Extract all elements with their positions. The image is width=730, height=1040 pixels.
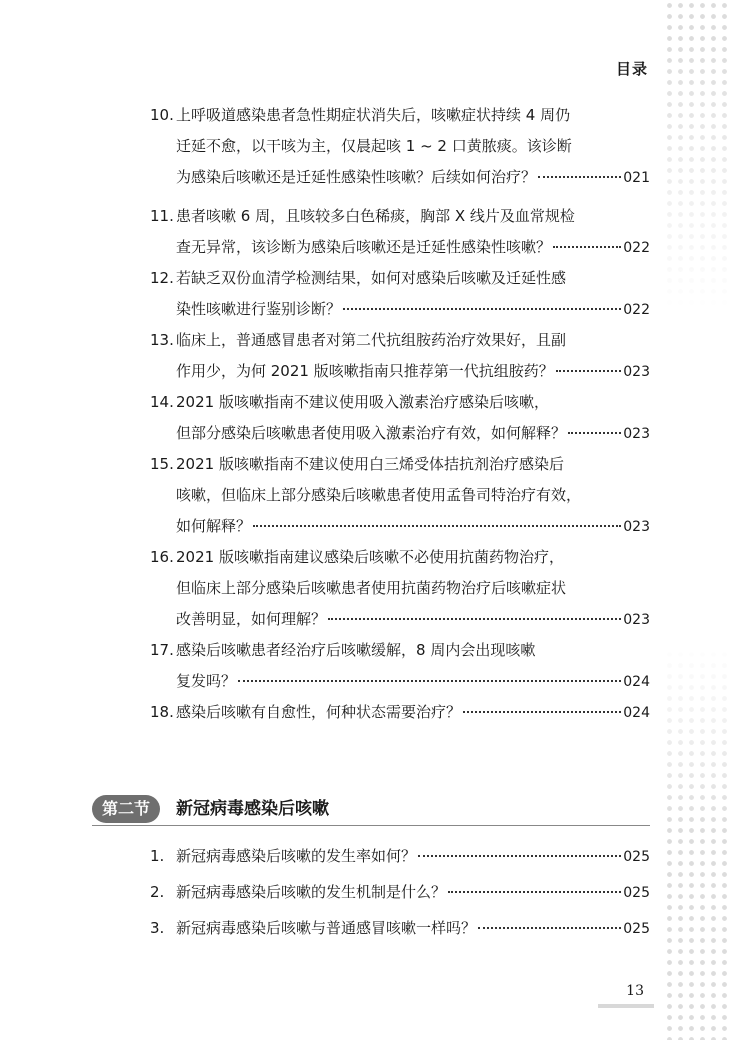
toc-entry-number: 16. [150,548,174,566]
toc-entry[interactable] [150,387,650,450]
dot-leader [448,890,621,893]
toc-entry-line: 2021 版咳嗽指南建议感染后咳嗽不必使用抗菌药物治疗， [176,548,564,566]
section-heading [92,795,652,825]
toc-entry-title-end: 新冠病毒感染后咳嗽的发生率如何？ [176,847,417,865]
toc-entry-last-line [176,666,650,698]
toc-entry-line: 若缺乏双份血清学检测结果，如何对感染后咳嗽及迁延性感 [176,269,567,287]
toc-entry-title-end: 新冠病毒感染后咳嗽的发生机制是什么？ [176,883,447,901]
toc-entry-last-line [176,697,650,729]
toc-entry-title-end: 为感染后咳嗽还是迁延性感染性咳嗽？后续如何治疗？ [176,168,537,186]
toc-entry-text [176,263,650,326]
toc-entry-number: 13. [150,331,174,349]
toc-entry-line: 2021 版咳嗽指南不建议使用白三烯受体拮抗剂治疗感染后 [176,455,564,473]
toc-entry-line: 上呼吸道感染患者急性期症状消失后，咳嗽症状持续 4 周仍 [176,106,571,124]
page-header-title: 目录 [615,60,648,78]
toc-entry-page[interactable]: 025 [623,849,650,865]
toc-entry-title-end: 新冠病毒感染后咳嗽与普通感冒咳嗽一样吗？ [176,919,477,937]
toc-entry[interactable] [150,841,650,873]
dot-leader [553,245,621,248]
toc-entry-title-end: 染性咳嗽进行鉴别诊断？ [176,300,342,318]
toc-entry-page[interactable]: 023 [623,364,650,380]
toc-entry-line: 但临床上部分感染后咳嗽患者使用抗菌药物治疗后咳嗽症状 [176,579,567,597]
toc-entry-last-line [176,913,650,945]
toc-entry-title-end: 感染后咳嗽有自愈性，何种状态需要治疗？ [176,703,462,721]
toc-entry-last-line [176,356,650,388]
decorative-dot-pattern [664,0,730,1040]
toc-entry-line: 临床上，普通感冒患者对第二代抗组胺药治疗效果好，且副 [176,331,567,349]
toc-entry-last-line [176,418,650,450]
toc-entry-last-line [176,162,650,194]
toc-entry-text [176,877,650,909]
toc-entry-number: 2. [150,883,165,901]
toc-entry-page[interactable]: 024 [623,674,650,690]
toc-entry-text [176,542,650,636]
toc-entry-number: 1. [150,847,165,865]
toc-entry-number: 3. [150,919,165,937]
toc-entry-line: 2021 版咳嗽指南不建议使用吸入激素治疗感染后咳嗽， [176,393,549,411]
toc-entry-last-line [176,232,650,264]
toc-entry-number: 10. [150,106,174,124]
toc-entry-title-end: 复发吗？ [176,672,237,690]
dot-leader [556,369,622,372]
dot-leader [568,431,621,434]
toc-entry[interactable] [150,201,650,264]
toc-entry-title-end: 如何解释？ [176,517,252,535]
toc-entry-page[interactable]: 025 [623,885,650,901]
toc-entry-text [176,387,650,450]
toc-entry[interactable] [150,263,650,326]
toc-entry-last-line [176,841,650,873]
toc-entry-last-line [176,294,650,326]
toc-entry[interactable] [150,100,650,194]
toc-entry-number: 15. [150,455,174,473]
toc-entry-text [176,913,650,945]
toc-entry[interactable] [150,325,650,388]
toc-entry[interactable] [150,449,650,543]
toc-entry-page[interactable]: 022 [623,240,650,256]
toc-entry[interactable] [150,542,650,636]
toc-entry-line: 咳嗽，但临床上部分感染后咳嗽患者使用孟鲁司特治疗有效， [176,486,582,504]
dot-leader [343,307,621,310]
toc-entry-page[interactable]: 023 [623,612,650,628]
dot-leader [478,926,621,929]
toc-entry-title-end: 作用少，为何 2021 版咳嗽指南只推荐第一代抗组胺药？ [176,362,554,380]
toc-entry-text [176,201,650,264]
toc-entry-title-end: 查无异常，该诊断为感染后咳嗽还是迁延性感染性咳嗽？ [176,238,552,256]
section-rule [92,825,650,826]
toc-entry-text [176,635,650,698]
toc-entry-last-line [176,511,650,543]
toc-entry-number: 18. [150,703,174,721]
toc-entry-line: 迁延不愈，以干咳为主，仅晨起咳 1 ~ 2 口黄脓痰。该诊断 [176,137,572,155]
page-number-bar [598,1004,654,1008]
dot-leader [238,679,621,682]
toc-entry[interactable] [150,913,650,945]
toc-entry-page[interactable]: 023 [623,426,650,442]
toc-entry-number: 12. [150,269,174,287]
toc-entry-page[interactable]: 023 [623,519,650,535]
toc-entry-page[interactable]: 021 [623,170,650,186]
toc-entry-line: 感染后咳嗽患者经治疗后咳嗽缓解，8 周内会出现咳嗽 [176,641,536,659]
dot-leader [538,175,621,178]
section-title: 新冠病毒感染后咳嗽 [176,799,329,819]
toc-entry-number: 14. [150,393,174,411]
toc-entry[interactable] [150,697,650,729]
page-number: 13 [626,983,644,999]
dot-leader [253,524,621,527]
toc-entry-last-line [176,604,650,636]
toc-entry-text [176,100,650,194]
toc-entry-page[interactable]: 022 [623,302,650,318]
toc-entry-line: 患者咳嗽 6 周，且咳较多白色稀痰，胸部 X 线片及血常规检 [176,207,575,225]
toc-entry-last-line [176,877,650,909]
toc-entry-number: 17. [150,641,174,659]
toc-entry-title-end: 但部分感染后咳嗽患者使用吸入激素治疗有效，如何解释？ [176,424,567,442]
toc-entry[interactable] [150,635,650,698]
toc-entry-text [176,841,650,873]
toc-entry[interactable] [150,877,650,909]
toc-entry-text [176,449,650,543]
toc-entry-title-end: 改善明显，如何理解？ [176,610,327,628]
toc-entry-number: 11. [150,207,174,225]
dot-leader [418,854,621,857]
toc-entry-page[interactable]: 024 [623,705,650,721]
toc-entry-text [176,697,650,729]
toc-entry-page[interactable]: 025 [623,921,650,937]
section-badge: 第二节 [92,795,160,823]
dot-leader [328,617,621,620]
toc-entry-text [176,325,650,388]
dot-leader [463,710,621,713]
